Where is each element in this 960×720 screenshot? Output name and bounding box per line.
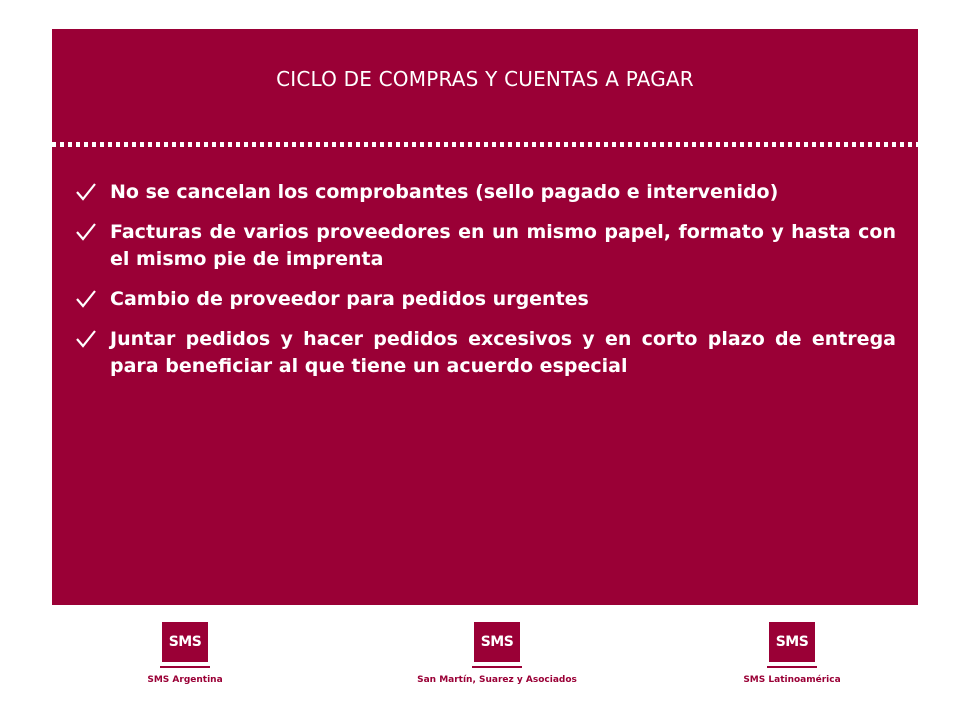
logo-sms-latinoamerica [732,622,852,685]
bullet-item [74,326,896,380]
bullet-list [74,179,896,393]
bullet-text: Juntar pedidos y hacer pedidos excesivos y en corto plazo de entrega para beneficiar al que tiene un acuerdo especial [110,328,896,377]
slide-title: CICLO DE COMPRAS Y CUENTAS A PAGAR [276,67,694,91]
logo-underline [472,666,522,668]
bullet-text: Facturas de varios proveedores en un mismo papel, formato y hasta con el mismo pie de imprenta [110,221,896,270]
logo-caption: SMS Argentina [147,675,223,685]
bullet-item [74,219,896,273]
logo-san-martin-suarez [412,622,582,685]
bullet-text: Cambio de proveedor para pedidos urgentes [110,288,589,310]
logo-caption: San Martín, Suarez y Asociados [417,675,577,685]
checkmark-icon [74,179,100,206]
logo-caption: SMS Latinoamérica [743,675,841,685]
checkmark-icon [74,326,100,353]
sms-logo-mark: SMS [474,622,520,662]
logo-sms-argentina [135,622,235,685]
logo-underline [767,666,817,668]
bullet-item [74,179,896,206]
bullet-text: No se cancelan los comprobantes (sello pagado e intervenido) [110,181,779,203]
checkmark-icon [74,286,100,313]
sms-logo-mark: SMS [769,622,815,662]
bullet-item [74,286,896,313]
dotted-divider [52,142,918,147]
slide-panel [52,29,918,605]
sms-logo-mark: SMS [162,622,208,662]
checkmark-icon [74,219,100,246]
logo-underline [160,666,210,668]
